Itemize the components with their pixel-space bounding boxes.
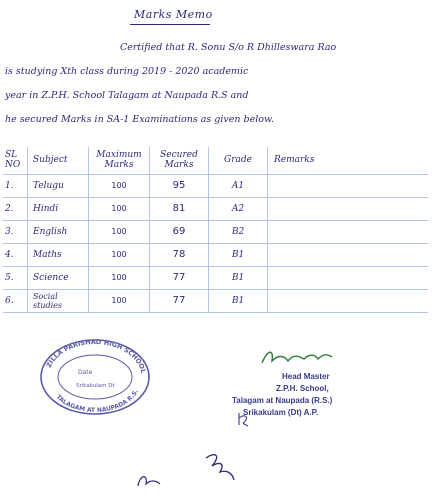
parent-signature-mark <box>134 466 168 492</box>
cell-sl: 3. <box>5 226 14 237</box>
cell-sl: 1. <box>5 180 14 191</box>
table-header-row <box>3 147 428 174</box>
paragraph-line-4: he secured Marks in SA-1 Examinations as given below. <box>5 114 275 125</box>
school-seal-stamp <box>38 338 152 416</box>
cell-sl: 2. <box>5 203 14 214</box>
cell-secured: 77 <box>150 289 209 312</box>
header-secured-marks: Secured Marks <box>150 147 209 174</box>
table-row <box>3 197 428 220</box>
headmaster-district: Srikakulam (Dt) A.P. <box>243 408 319 417</box>
cell-max: 100 <box>89 197 150 220</box>
paragraph-line-3: year in Z.P.H. School Talagam at Naupada R.S and <box>5 90 249 101</box>
header-remarks: Remarks <box>268 147 429 174</box>
cell-grade: B2 <box>209 220 268 243</box>
headmaster-school: Z.P.H. School, <box>276 384 329 393</box>
cell-secured: 78 <box>150 243 209 266</box>
headmaster-signature <box>258 345 338 369</box>
cell-max: 100 <box>89 289 150 312</box>
cell-max: 100 <box>89 174 150 197</box>
table-row <box>3 243 428 266</box>
cell-subject: Social studies <box>28 289 89 312</box>
cell-secured: 77 <box>150 266 209 289</box>
cell-remarks <box>268 197 429 220</box>
paragraph-line-1: Certified that R. Sonu S/o R Dhilleswara Rao <box>120 42 337 53</box>
cell-max: 100 <box>89 220 150 243</box>
initial-mark <box>236 410 252 428</box>
stamp-date-label: Date <box>78 369 93 376</box>
header-maximum-marks: Maximum Marks <box>89 147 150 174</box>
cell-subject: Maths <box>28 243 89 266</box>
marks-table <box>3 147 428 313</box>
cell-secured: 81 <box>150 197 209 220</box>
table-row <box>3 220 428 243</box>
student-signature-mark <box>200 448 240 488</box>
table-row <box>3 174 428 197</box>
stamp-top-text: ZILLA PARISHAD HIGH SCHOOL <box>44 338 148 375</box>
cell-max: 100 <box>89 243 150 266</box>
title-underline <box>130 24 210 25</box>
cell-remarks <box>268 266 429 289</box>
memo-title: Marks Memo <box>134 8 213 21</box>
cell-subject: Telugu <box>28 174 89 197</box>
cell-subject: English <box>28 220 89 243</box>
cell-secured: 95 <box>150 174 209 197</box>
cell-sl: 6. <box>5 295 14 306</box>
cell-secured: 69 <box>150 220 209 243</box>
header-sl-no: SL NO <box>5 150 21 171</box>
cell-remarks <box>268 220 429 243</box>
cell-grade: B1 <box>209 243 268 266</box>
stamp-bottom-text: TALAGAM AT NAUPADA R.S. <box>54 388 140 415</box>
cell-remarks <box>268 243 429 266</box>
table-row <box>3 289 428 312</box>
cell-remarks <box>268 174 429 197</box>
paragraph-line-2: is studying Xth class during 2019 - 2020 academic <box>5 66 249 77</box>
cell-grade: A1 <box>209 174 268 197</box>
header-grade: Grade <box>209 147 268 174</box>
cell-max: 100 <box>89 266 150 289</box>
cell-grade: B1 <box>209 266 268 289</box>
table-row <box>3 266 428 289</box>
cell-subject: Hindi <box>28 197 89 220</box>
svg-text:TALAGAM AT NAUPADA R.S. <box>55 388 140 414</box>
stamp-district: Srikakulam Dt <box>76 383 115 389</box>
cell-grade: A2 <box>209 197 268 220</box>
cell-grade: B1 <box>209 289 268 312</box>
header-subject: Subject <box>28 147 89 174</box>
headmaster-title: Head Master <box>282 372 330 381</box>
headmaster-address: Talagam at Naupada (R.S.) <box>232 396 333 405</box>
cell-sl: 4. <box>5 249 14 260</box>
cell-subject: Science <box>28 266 89 289</box>
cell-sl: 5. <box>5 272 14 283</box>
cell-remarks <box>268 289 429 312</box>
